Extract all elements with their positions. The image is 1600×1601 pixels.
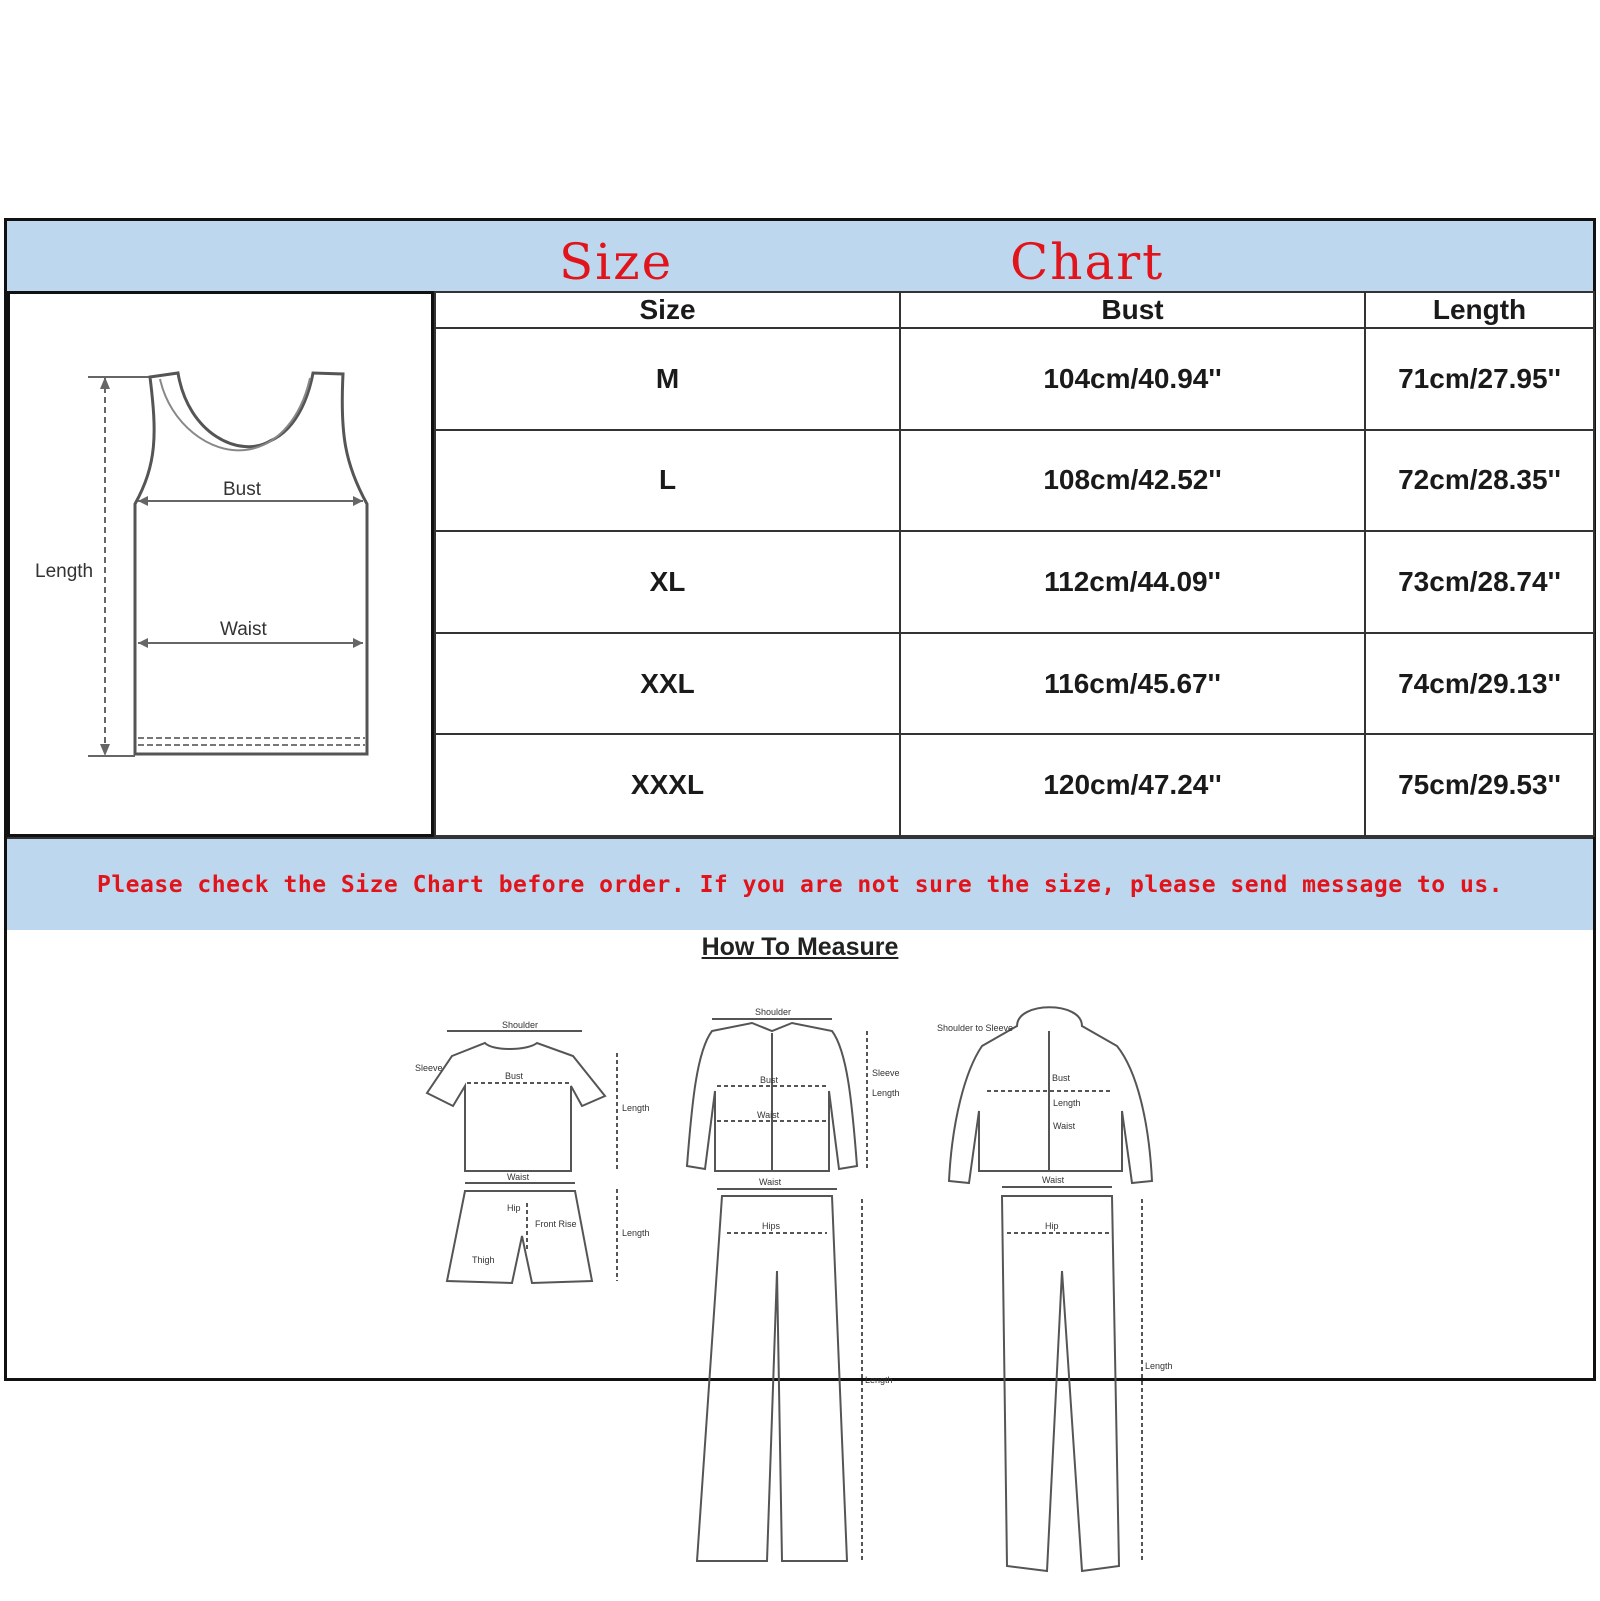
shorts-length-label: Length: [622, 1228, 650, 1238]
shorts-outline: [447, 1183, 617, 1283]
table-row: [435, 633, 1594, 735]
pants-hips-label: Hips: [762, 1221, 781, 1231]
tshirt-bust-label: Bust: [505, 1071, 524, 1081]
title-chart: Chart: [1010, 233, 1165, 291]
waist-label: Waist: [220, 619, 267, 640]
size-cell: M: [435, 328, 900, 430]
length-cell: 73cm/28.74'': [1365, 531, 1594, 633]
hoodie-shoulder-sleeve-label: Shoulder to Sleeve: [937, 1023, 1014, 1033]
hoodie-bust-label: Bust: [1052, 1073, 1071, 1083]
shirt-outline: [687, 1019, 867, 1171]
how-to-measure-illustrations: [377, 971, 1237, 1601]
title-band: [7, 221, 1593, 293]
length-cell: 72cm/28.35'': [1365, 430, 1594, 532]
bust-cell: 108cm/42.52'': [900, 430, 1365, 532]
column-header-length: Length: [1365, 292, 1594, 328]
pants-waist-label: Waist: [759, 1177, 782, 1187]
size-cell: XL: [435, 531, 900, 633]
shorts-front-rise-label: Front Rise: [535, 1219, 577, 1229]
shirt-length-label: Length: [872, 1088, 900, 1098]
how-to-measure-heading: [7, 933, 1593, 962]
shirt-waist-label: Waist: [757, 1110, 780, 1120]
pants-length-label: Length: [865, 1375, 893, 1385]
length-cell: 71cm/27.95'': [1365, 328, 1594, 430]
pants-outline: [697, 1189, 862, 1561]
bust-cell: 120cm/47.24'': [900, 734, 1365, 836]
length-label: Length: [35, 561, 94, 582]
bust-cell: 112cm/44.09'': [900, 531, 1365, 633]
tank-top-diagram: [7, 291, 434, 837]
shirt-bust-label: Bust: [760, 1075, 779, 1085]
table-row: [435, 430, 1594, 532]
joggers-hip-label: Hip: [1045, 1221, 1059, 1231]
tshirt-shoulder-label: Shoulder: [502, 1020, 539, 1030]
hoodie-outline: [949, 1007, 1152, 1183]
joggers-waist-label: Waist: [1042, 1175, 1065, 1185]
column-header-size: Size: [435, 292, 900, 328]
joggers-outline: [1002, 1187, 1142, 1571]
size-chart-frame: [4, 218, 1596, 1385]
table-row: [435, 328, 1594, 430]
size-cell: XXL: [435, 633, 900, 735]
tshirt-outline: [427, 1031, 617, 1171]
size-table: [434, 291, 1595, 837]
shirt-shoulder-label: Shoulder: [755, 1007, 792, 1017]
length-cell: 75cm/29.53'': [1365, 734, 1594, 836]
tank-top-illustration: [10, 294, 431, 834]
table-row: [435, 734, 1594, 836]
notice-text: Please check the Size Chart before order. If you are not sure the size, please send message to us.: [96, 871, 1504, 898]
table-row: [435, 531, 1594, 633]
bust-label: Bust: [223, 479, 262, 500]
column-header-bust: Bust: [900, 292, 1365, 328]
shorts-hip-label: Hip: [507, 1203, 521, 1213]
title-size: Size: [559, 233, 674, 291]
length-cell: 74cm/29.13'': [1365, 633, 1594, 735]
table-header-row: [435, 292, 1594, 328]
how-to-measure-title: How To Measure: [701, 933, 899, 961]
size-cell: XXXL: [435, 734, 900, 836]
tshirt-sleeve-label: Sleeve: [415, 1063, 443, 1073]
shirt-sleeve-label: Sleeve: [872, 1068, 900, 1078]
joggers-length-label: Length: [1145, 1361, 1173, 1371]
tshirt-length-label: Length: [622, 1103, 650, 1113]
shorts-waist-label: Waist: [507, 1172, 530, 1182]
shorts-thigh-label: Thigh: [472, 1255, 495, 1265]
size-cell: L: [435, 430, 900, 532]
bust-cell: 104cm/40.94'': [900, 328, 1365, 430]
hoodie-waist-label: Waist: [1053, 1121, 1076, 1131]
bust-cell: 116cm/45.67'': [900, 633, 1365, 735]
notice-band: [7, 837, 1593, 930]
hoodie-length-label: Length: [1053, 1098, 1081, 1108]
